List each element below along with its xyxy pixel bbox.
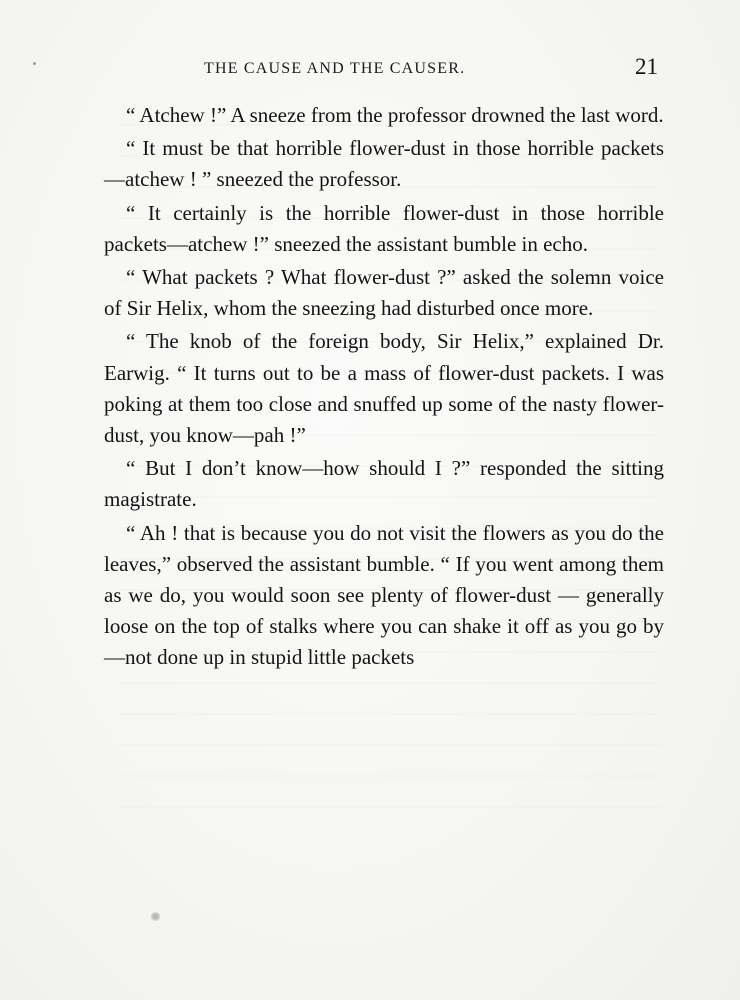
- paragraph-7: “ Ah ! that is because you do not visit the flowers as you do the leaves,” observed the assistant bumble. “ If you went among them as we do, you would soon see plenty of flower-dust — generally loose on the top of stalks where you can shake it off as you go by—not done up in stupid little packets: [104, 520, 664, 670]
- paragraph-5: “ The knob of the foreign body, Sir Helix,” explained Dr. Earwig. “ It turns out to be a mass of flower-dust packets. I was poking at them too close and snuffed up some of the nasty flower-dust, you know—pah !”: [104, 329, 664, 448]
- paragraph-3: “ It certainly is the horrible flower-dust in those horrible packets—atchew !” sneezed the assistant bumble in echo.: [104, 200, 664, 256]
- page-number: 21: [635, 54, 658, 79]
- paragraph-2: “ It must be that horrible flower-dust in those horrible packets—atchew ! ” sneezed the professor.: [104, 136, 664, 192]
- page-header: [100, 46, 670, 86]
- body-text: [104, 100, 664, 674]
- paper-speck: [33, 62, 36, 65]
- ink-smudge: [150, 912, 161, 921]
- paragraph-6: “ But I don’t know—how should I ?” responded the sitting magistrate.: [104, 456, 664, 512]
- paragraph-1: “ Atchew !” A sneeze from the professor drowned the last word.: [126, 103, 664, 127]
- paragraph-4: “ What packets ? What flower-dust ?” asked the solemn voice of Sir Helix, whom the sneezing had disturbed once more.: [104, 265, 664, 321]
- running-head: THE CAUSE AND THE CAUSER.: [204, 60, 466, 77]
